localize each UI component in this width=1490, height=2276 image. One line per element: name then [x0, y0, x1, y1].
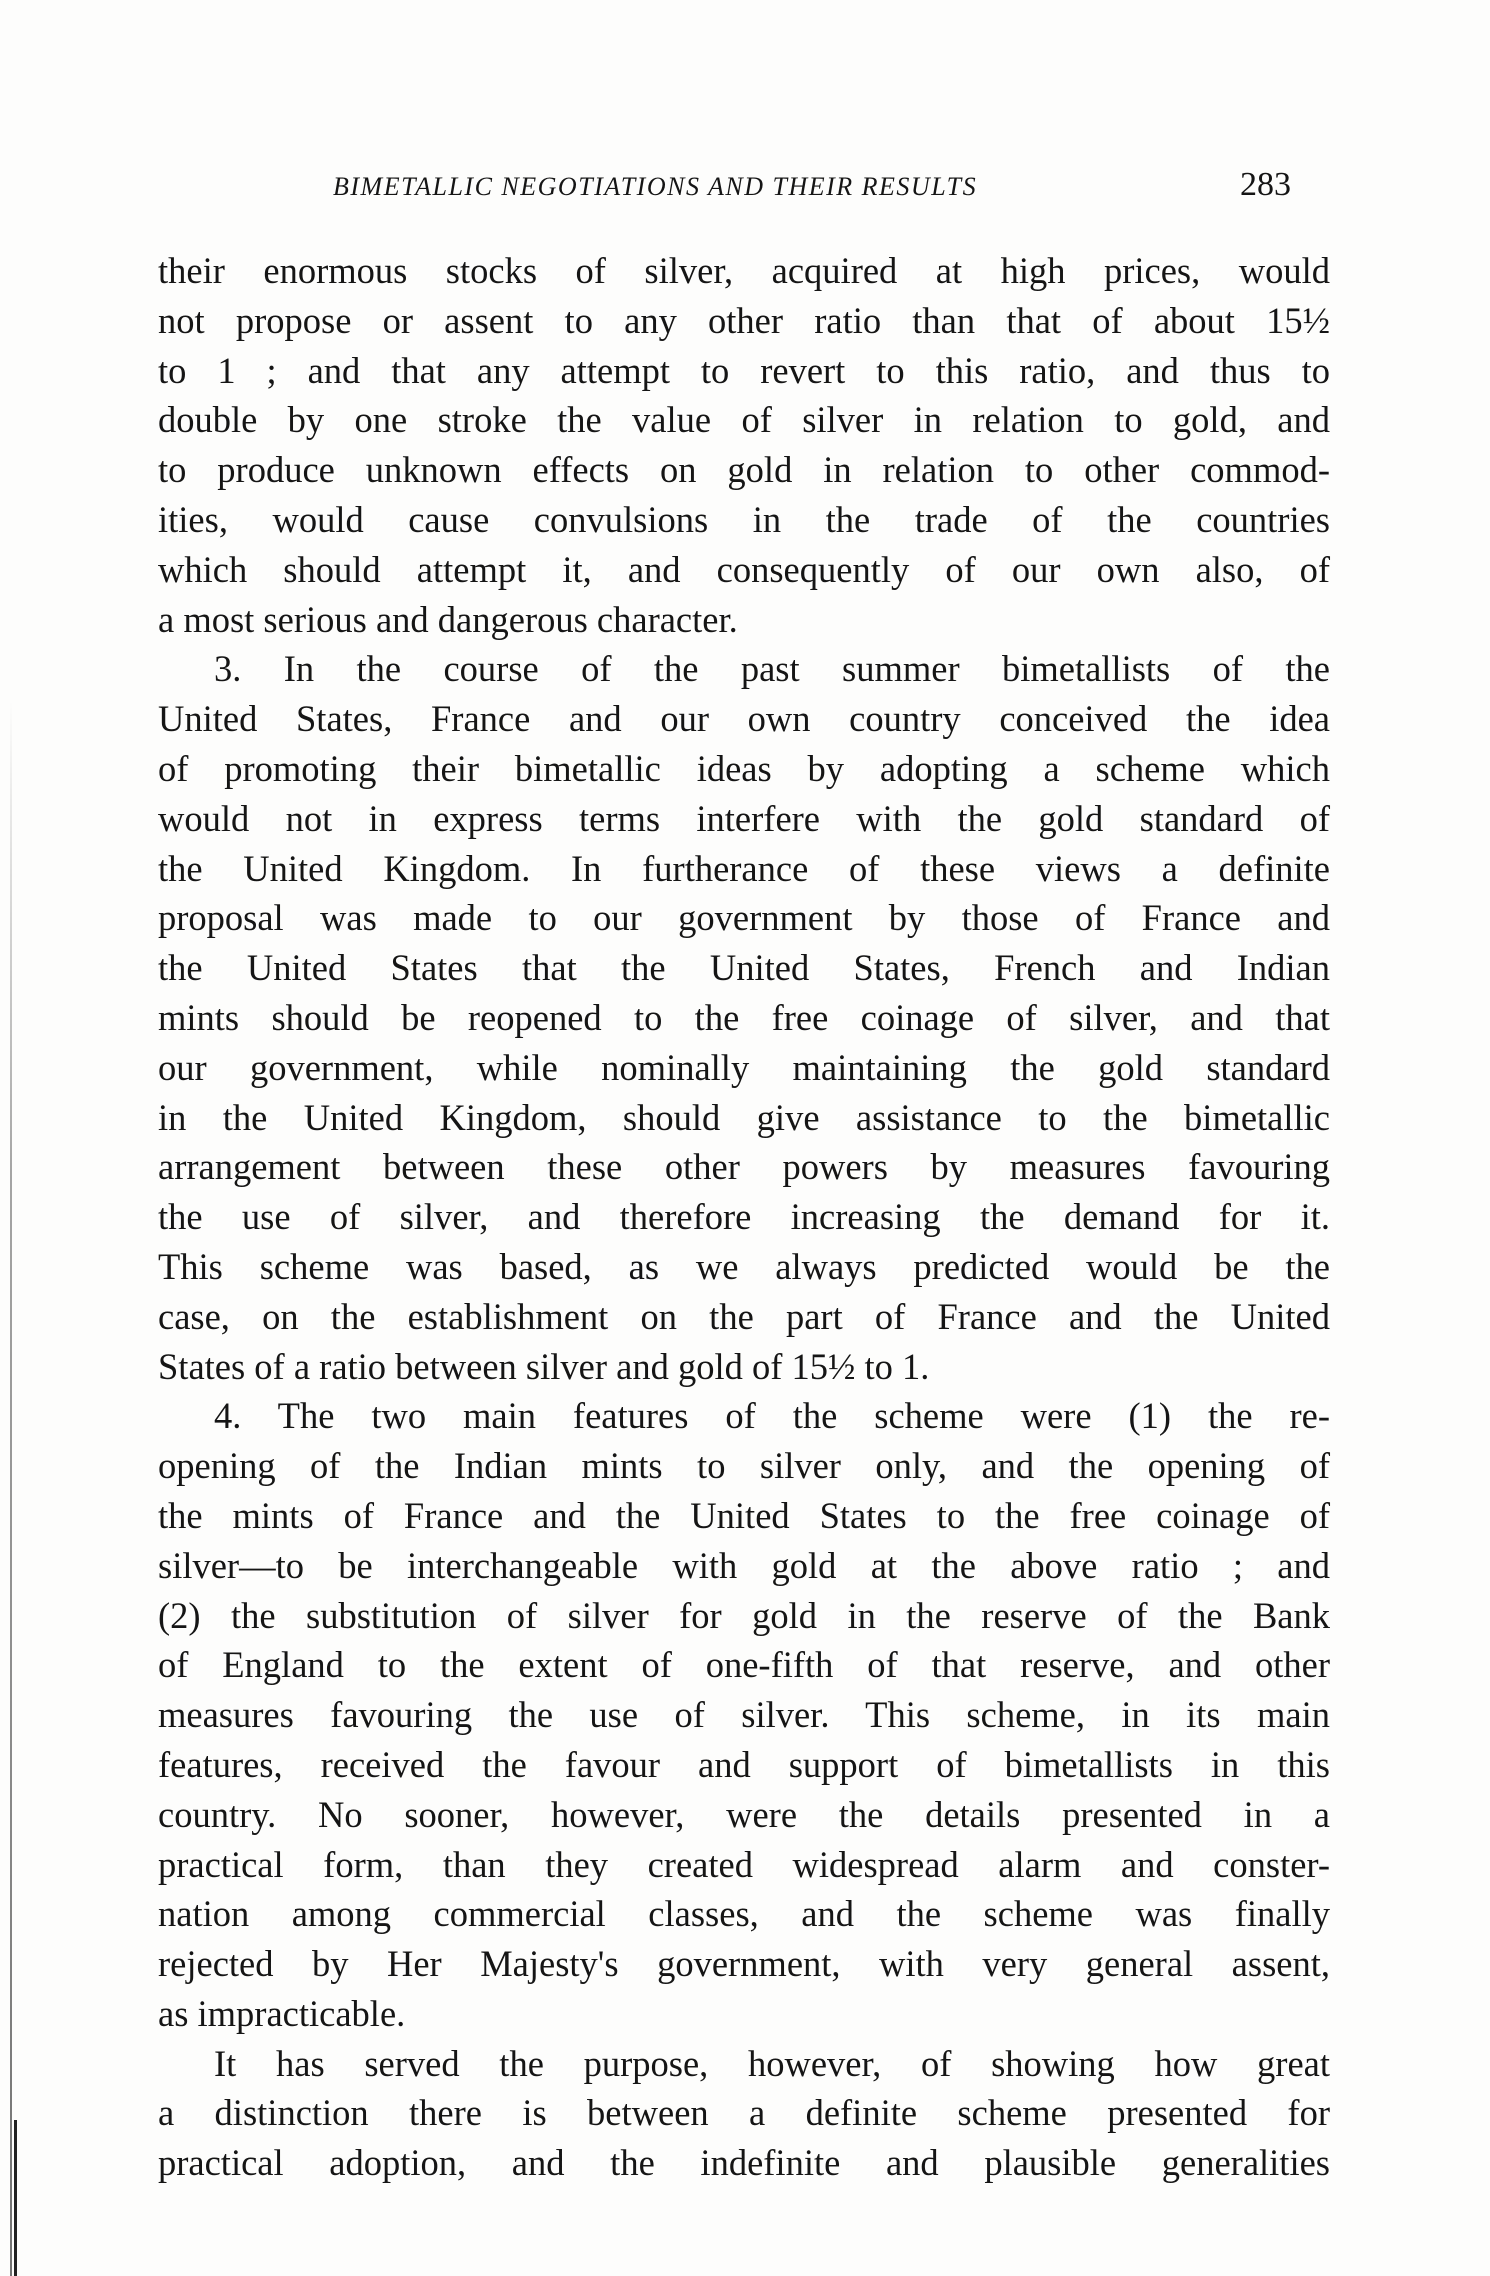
scan-edge-mark: [14, 2120, 17, 2276]
text-line: This scheme was based, as we always predicted would be the: [158, 1245, 1330, 1287]
text-line: the United States that the United States, French and Indian: [158, 947, 1330, 989]
text-line: to produce unknown effects on gold in relation to other commod-: [158, 449, 1330, 491]
text-line: features, received the favour and support of bimetallists in this: [158, 1743, 1330, 1785]
text-line: the United Kingdom. In furtherance of these views a definite: [158, 847, 1330, 889]
text-line: not propose or assent to any other ratio than that of about 15½: [158, 299, 1330, 341]
text-line: their enormous stocks of silver, acquired at high prices, would: [158, 250, 1330, 291]
text-line: in the United Kingdom, should give assistance to the bimetallic: [158, 1096, 1330, 1138]
text-line: a most serious and dangerous character.: [158, 598, 738, 640]
paragraph-start-line: 4. The two main features of the scheme were (1) the re-: [214, 1395, 1330, 1437]
running-head: BIMETALLIC NEGOTIATIONS AND THEIR RESULTS: [333, 172, 978, 201]
text-line: to 1 ; and that any attempt to revert to this ratio, and thus to: [158, 349, 1330, 391]
text-line: would not in express terms interfere with the gold standard of: [158, 797, 1330, 839]
text-line: the use of silver, and therefore increasing the demand for it.: [158, 1196, 1330, 1238]
text-line: a distinction there is between a definite scheme presented for: [158, 2092, 1330, 2134]
text-line: ities, would cause convulsions in the trade of the countries: [158, 498, 1330, 540]
text-line: as impracticable.: [158, 1992, 406, 2034]
text-line: United States, France and our own country conceived the idea: [158, 698, 1330, 740]
text-line: our government, while nominally maintaining the gold standard: [158, 1046, 1330, 1088]
paragraph-start-line: It has served the purpose, however, of showing how great: [214, 2042, 1330, 2084]
text-line: mints should be reopened to the free coinage of silver, and that: [158, 996, 1330, 1038]
text-line: arrangement between these other powers by measures favouring: [158, 1146, 1330, 1188]
text-line: the mints of France and the United States to the free coinage of: [158, 1494, 1330, 1536]
text-line: opening of the Indian mints to silver only, and the opening of: [158, 1445, 1330, 1487]
text-line: double by one stroke the value of silver in relation to gold, and: [158, 399, 1330, 441]
paragraph-start-line: 3. In the course of the past summer bimetallists of the: [214, 648, 1330, 690]
scan-edge-shadow: [10, 700, 12, 2276]
text-line: silver—to be interchangeable with gold at the above ratio ; and: [158, 1544, 1330, 1586]
text-line: (2) the substitution of silver for gold in the reserve of the Bank: [158, 1594, 1330, 1636]
text-line: country. No sooner, however, were the details presented in a: [158, 1793, 1330, 1835]
page-number: 283: [1240, 166, 1291, 203]
text-line: practical form, than they created widespread alarm and conster-: [158, 1843, 1330, 1885]
body-text: [158, 246, 1330, 2188]
text-line: of England to the extent of one-fifth of that reserve, and other: [158, 1644, 1330, 1686]
text-line: rejected by Her Majesty's government, with very general assent,: [158, 1943, 1330, 1985]
text-line: proposal was made to our government by those of France and: [158, 897, 1330, 939]
text-line: of promoting their bimetallic ideas by adopting a scheme which: [158, 747, 1330, 789]
text-line: case, on the establishment on the part of France and the United: [158, 1295, 1330, 1337]
text-line: which should attempt it, and consequently of our own also, of: [158, 548, 1330, 590]
text-line: nation among commercial classes, and the scheme was finally: [158, 1893, 1330, 1935]
text-line: practical adoption, and the indefinite and plausible generalities: [158, 2142, 1330, 2184]
text-line: measures favouring the use of silver. This scheme, in its main: [158, 1694, 1330, 1736]
text-line: States of a ratio between silver and gold of 15½ to 1.: [158, 1345, 930, 1387]
